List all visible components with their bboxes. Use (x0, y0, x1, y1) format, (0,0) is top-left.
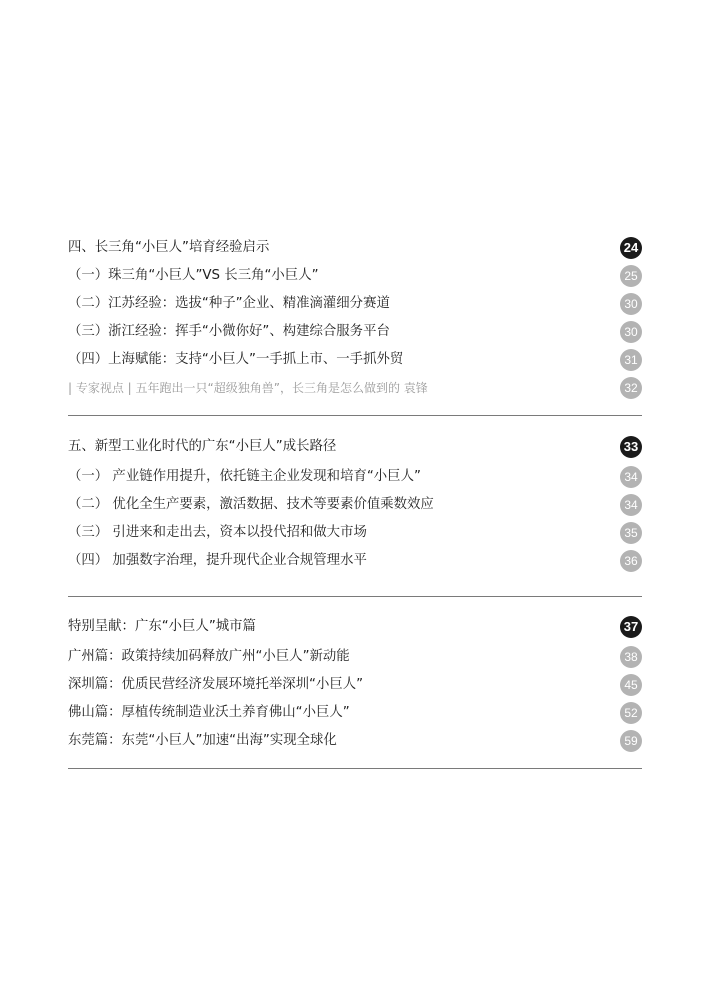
toc-item-title: （四）上海赋能：支持“小巨人”一手抓上市、一手抓外贸 (68, 352, 404, 367)
page-number-badge: 34 (620, 494, 642, 516)
page-number-badge: 38 (620, 646, 642, 668)
toc-item-title: （三）浙江经验：挥手“小微你好”、构建综合服务平台 (68, 324, 390, 339)
toc-item-title: 深圳篇：优质民营经济发展环境托举深圳“小巨人” (68, 677, 364, 692)
toc-item[interactable] (68, 520, 642, 546)
toc-item-title: 广州篇：政策持续加码释放广州“小巨人”新动能 (68, 649, 350, 664)
page-number-badge: 37 (620, 616, 642, 638)
toc-item-title: （三） 引进来和走出去，资本以投代招和做大市场 (68, 525, 367, 540)
toc-item[interactable] (68, 644, 642, 670)
page-number-badge: 24 (620, 237, 642, 259)
page-number-badge: 32 (620, 377, 642, 399)
page-number-badge: 59 (620, 730, 642, 752)
toc-item-title: 东莞篇：东莞“小巨人”加速“出海”实现全球化 (68, 733, 337, 748)
toc-note-title: | 专家视点 | 五年跑出一只“超级独角兽”，长三角是怎么做到的 袁锋 (68, 381, 428, 395)
toc-item-title: （一）珠三角“小巨人”VS 长三角“小巨人” (68, 268, 319, 283)
toc-item[interactable] (68, 728, 642, 754)
toc-heading-title: 五、新型工业化时代的广东“小巨人”成长路径 (68, 439, 337, 454)
page-number-badge: 36 (620, 550, 642, 572)
page-number-badge: 25 (620, 265, 642, 287)
page-number-badge: 35 (620, 522, 642, 544)
toc-heading-title: 四、长三角“小巨人”培育经验启示 (68, 240, 270, 255)
toc-item-title: 佛山篇：厚植传统制造业沃土养育佛山“小巨人” (68, 705, 350, 720)
toc-item-title: （一） 产业链作用提升，依托链主企业发现和培育“小巨人” (68, 469, 421, 484)
toc-item-title: （二）江苏经验：选拔“种子”企业、精准滴灌细分赛道 (68, 296, 390, 311)
toc-item[interactable] (68, 291, 642, 317)
toc-item[interactable] (68, 672, 642, 698)
toc-item[interactable] (68, 492, 642, 518)
toc-item[interactable] (68, 548, 642, 574)
toc-expert-note[interactable] (68, 375, 642, 401)
page-number-badge: 30 (620, 321, 642, 343)
toc-item[interactable] (68, 700, 642, 726)
toc-heading[interactable] (68, 434, 642, 460)
toc-item-title: （二） 优化全生产要素，激活数据、技术等要素价值乘数效应 (68, 497, 434, 512)
toc-heading[interactable] (68, 614, 642, 640)
section-divider (68, 768, 642, 769)
page-number-badge: 45 (620, 674, 642, 696)
toc-heading-title: 特别呈献：广东“小巨人”城市篇 (68, 619, 256, 634)
page-number-badge: 31 (620, 349, 642, 371)
page-number-badge: 52 (620, 702, 642, 724)
page-number-badge: 34 (620, 466, 642, 488)
toc-item[interactable] (68, 347, 642, 373)
toc-item[interactable] (68, 319, 642, 345)
page-number-badge: 30 (620, 293, 642, 315)
toc-heading[interactable] (68, 235, 642, 261)
section-divider (68, 415, 642, 416)
toc-item[interactable] (68, 464, 642, 490)
toc-item-title: （四） 加强数字治理，提升现代企业合规管理水平 (68, 553, 367, 568)
section-divider (68, 596, 642, 597)
page-number-badge: 33 (620, 436, 642, 458)
toc-item[interactable] (68, 263, 642, 289)
